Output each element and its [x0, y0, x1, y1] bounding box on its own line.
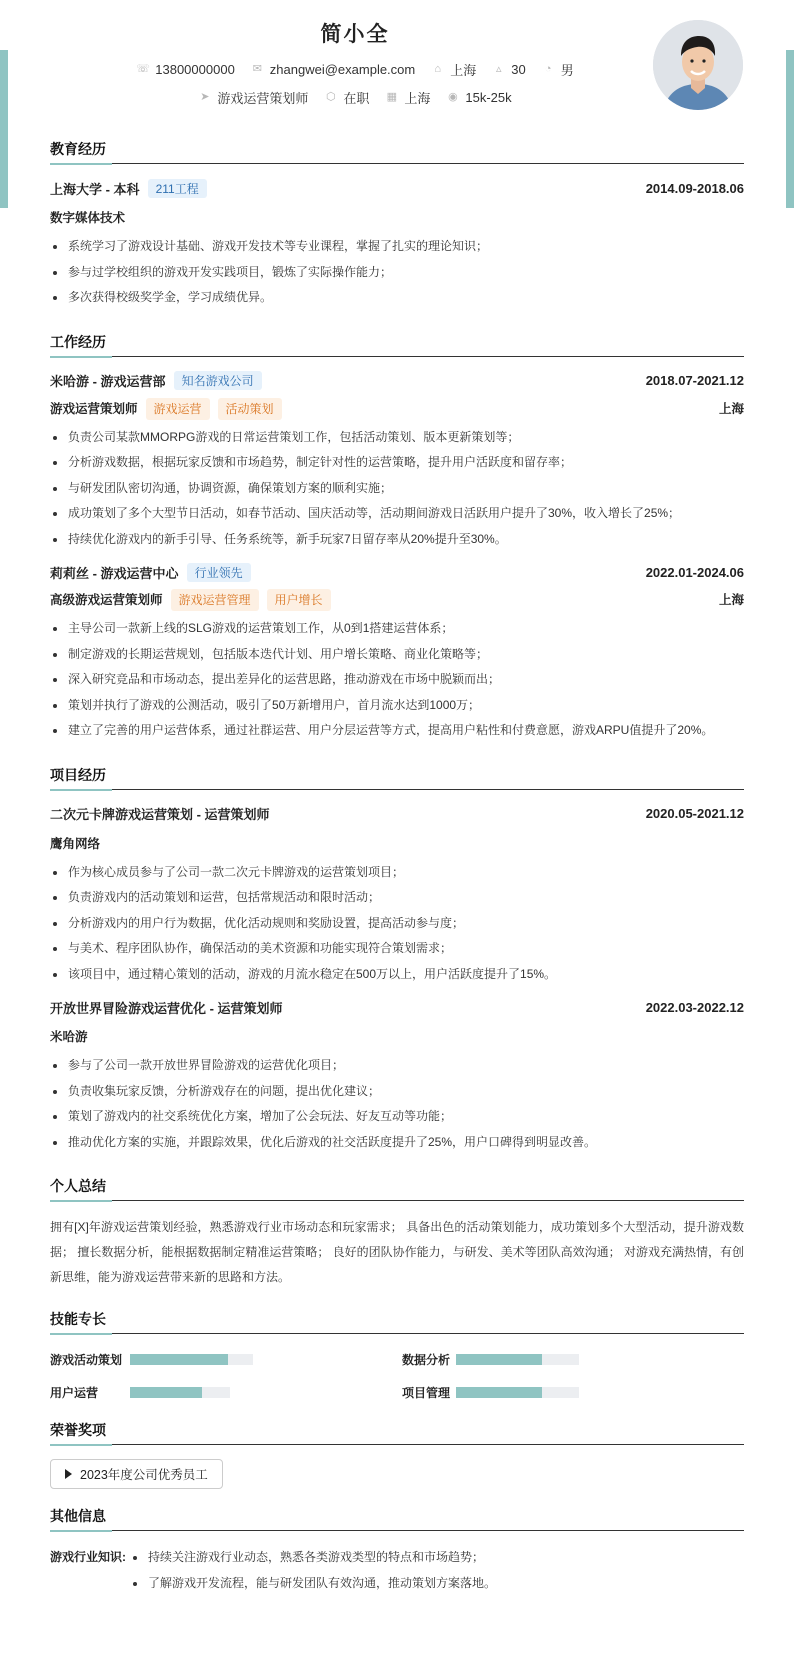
major: [50, 208, 744, 228]
list-item: 分析游戏内的用户行为数据，优化活动规则和奖励设置，提高活动参与度；: [50, 911, 744, 937]
project-bullets: [50, 860, 744, 988]
role-tag: 活动策划: [218, 398, 282, 420]
company-tag: 知名游戏公司: [174, 371, 262, 390]
section-header: [50, 1308, 744, 1334]
school-name: 上海大学 - 本科: [50, 181, 140, 197]
section-header: [50, 331, 744, 357]
education-bullets: [50, 234, 744, 311]
section-title: 教育经历: [50, 141, 106, 157]
mail-icon: ✉: [252, 63, 262, 75]
work-role-row: [50, 590, 744, 610]
company-name: 米哈游 - 游戏运营部: [50, 374, 166, 389]
money-icon: ◉: [448, 91, 458, 103]
cake-icon: ▵: [495, 63, 502, 75]
section-header: [50, 1505, 744, 1531]
list-item: 多次获得校级奖学金，学习成绩优异。: [50, 285, 744, 311]
age-item: [492, 60, 525, 79]
contact-row: [0, 60, 710, 79]
work-bullets: [50, 425, 744, 553]
skill-name: 游戏活动策划: [50, 1352, 123, 1367]
section-title: 荣誉奖项: [50, 1422, 106, 1438]
other-bullets: [130, 1545, 496, 1596]
list-item: 持续优化游戏内的新手引导、任务系统等，新手玩家7日留存率从20%提升至30%。: [50, 527, 744, 553]
phone-value: 13800000000: [155, 62, 235, 77]
company-name: 莉莉丝 - 游戏运营中心: [50, 565, 179, 581]
project-section: [50, 764, 744, 1156]
city-value: 上海: [450, 63, 477, 78]
school-tag: 211工程: [148, 179, 207, 198]
project-bullets: [50, 1053, 744, 1155]
phone-item: [136, 60, 235, 79]
work-role-row: [50, 399, 744, 419]
list-item: 负责收集玩家反馈，分析游戏存在的问题，提出优化建议；: [50, 1079, 744, 1105]
work-location: 上海: [718, 401, 744, 416]
work-date: 2022.01-2024.06: [645, 564, 744, 580]
list-item: 主导公司一款新上线的SLG游戏的运营策划工作，从0到1搭建运营体系；: [50, 616, 744, 642]
list-item: 建立了完善的用户运营体系，通过社群运营、用户分层运营等方式，提高用户粘性和付费意愿，游戏ARPU值提升了20%。: [50, 718, 744, 744]
list-item: 该项目中，通过精心策划的活动，游戏的月流水稳定在500万以上，用户活跃度提升了15%。: [50, 962, 744, 988]
section-header: [50, 138, 744, 164]
job-intent-row: [0, 88, 710, 107]
skill-bar-fill: [130, 1387, 202, 1398]
list-item: 负责游戏内的活动策划和运营，包括常规活动和限时活动；: [50, 885, 744, 911]
award-label: 2023年度公司优秀员工: [80, 1468, 208, 1482]
list-item: 与美术、程序团队协作，确保活动的美术资源和功能实现符合策划需求；: [50, 936, 744, 962]
gender-item: [542, 60, 574, 79]
candidate-name: 简小全: [320, 23, 390, 46]
list-item: 参与了公司一款开放世界冒险游戏的运营优化项目；: [50, 1053, 744, 1079]
skill-name: 项目管理: [402, 1385, 451, 1400]
section-title: 项目经历: [50, 766, 106, 783]
status-value: 在职: [343, 91, 370, 106]
skill-bar: [130, 1354, 253, 1365]
skills-section: [50, 1308, 744, 1403]
phone-icon: ☏: [136, 63, 151, 75]
summary-text: 拥有[X]年游戏运营策划经验，熟悉游戏行业市场动态和玩家需求； 具备出色的活动策划能力，成功策划多个大型活动，提升游戏数据； 擅长数据分析，能根据数据制定精准运营策略； 良好的团队协作能力，与研发、美术等团队高效沟通； 对游戏充满热情，有创新思维，能为游戏运营带来新的思路和方法。: [50, 1220, 745, 1284]
skill-item: [50, 1381, 402, 1403]
list-item: 持续关注游戏行业动态，熟悉各类游戏类型的特点和市场趋势；: [130, 1545, 496, 1571]
job-title: 游戏运营策划师: [50, 401, 138, 416]
target-city-item: [385, 88, 430, 107]
list-item: 深入研究竞品和市场动态，提出差异化的运营思路，推动游戏在市场中脱颖而出；: [50, 667, 744, 693]
other-info: [50, 1545, 744, 1596]
project-org-label: 米哈游: [50, 1030, 88, 1044]
company-tag: 行业领先: [187, 563, 251, 582]
section-title: 其他信息: [50, 1508, 106, 1524]
skill-bar-fill: [130, 1354, 228, 1365]
section-title: 工作经历: [50, 333, 106, 350]
skill-bar: [130, 1387, 230, 1398]
salary-value: 15k-25k: [465, 90, 512, 105]
awards-section: [50, 1419, 744, 1489]
skill-item: [402, 1381, 744, 1403]
skill-bar-fill: [456, 1387, 542, 1398]
project-entry-header: [50, 997, 744, 1017]
avatar-portrait-icon: [653, 20, 743, 110]
skill-name: 用户运营: [50, 1385, 99, 1400]
skill-name: 数据分析: [402, 1352, 451, 1367]
list-item: 策划并执行了游戏的公测活动，吸引了50万新增用户，首月流水达到1000万；: [50, 693, 744, 719]
project-org: [50, 1027, 744, 1047]
role-tag: 游戏运营管理: [171, 589, 259, 611]
building-icon: ▦: [386, 91, 398, 103]
avatar: [653, 20, 743, 110]
send-icon: ➤: [200, 91, 210, 103]
skill-bar: [456, 1387, 579, 1398]
home-icon: ⌂: [434, 63, 442, 75]
status-item: [324, 88, 369, 107]
gender-icon: ◔: [544, 63, 552, 75]
project-entry-header: [50, 804, 744, 824]
list-item: 参与过学校组织的游戏开发实践项目，锻炼了实际操作能力；: [50, 260, 744, 286]
resume-body: [50, 138, 744, 1596]
play-triangle-icon: [65, 1469, 72, 1479]
list-item: 作为核心成员参与了公司一款二次元卡牌游戏的运营策划项目；: [50, 860, 744, 886]
skill-item: [50, 1348, 402, 1370]
city-item: [431, 60, 476, 79]
list-item: 系统学习了游戏设计基础、游戏开发技术等专业课程，掌握了扎实的理论知识；: [50, 234, 744, 260]
work-date: 2018.07-2021.12: [645, 373, 744, 388]
skill-bar-fill: [456, 1354, 542, 1365]
job-title: 高级游戏运营策划师: [50, 593, 163, 607]
work-entry-header: [50, 562, 744, 582]
resume-header: [0, 0, 794, 130]
status-icon: ⬡: [326, 91, 336, 103]
award-item: [50, 1459, 223, 1489]
list-item: 了解游戏开发流程，能与研发团队有效沟通，推动策划方案落地。: [130, 1571, 496, 1597]
list-item: 制定游戏的长期运营规划，包括版本迭代计划、用户增长策略、商业化策略等；: [50, 642, 744, 668]
other-label: 游戏行业知识:: [50, 1550, 126, 1564]
project-org: [50, 834, 744, 854]
education-date: 2014.09-2018.06: [645, 180, 744, 196]
project-name: 二次元卡牌游戏运营策划 - 运营策划师: [50, 807, 270, 822]
section-title: 个人总结: [50, 1178, 106, 1194]
skills-grid: [50, 1348, 744, 1403]
section-title: 技能专长: [50, 1311, 106, 1327]
project-date: 2020.05-2021.12: [645, 806, 744, 821]
email-item: [251, 60, 415, 79]
work-location: 上海: [718, 593, 744, 607]
section-header: [50, 764, 744, 790]
salary-item: [446, 88, 511, 107]
role-tag: 用户增长: [267, 589, 331, 611]
work-bullets: [50, 616, 744, 744]
list-item: 策划了游戏内的社交系统优化方案，增加了公会玩法、好友互动等功能；: [50, 1104, 744, 1130]
email-value: zhangwei@example.com: [269, 62, 416, 77]
summary-section: [50, 1175, 744, 1290]
education-entry-header: [50, 178, 744, 198]
gender-value: 男: [560, 63, 574, 78]
skill-item: [402, 1348, 744, 1370]
list-item: 推动优化方案的实施，并跟踪效果，优化后游戏的社交活跃度提升了25%，用户口碑得到明显改善。: [50, 1130, 744, 1156]
section-header: [50, 1175, 744, 1201]
job-target-value: 游戏运营策划师: [217, 91, 309, 106]
project-org-label: 鹰角网络: [50, 836, 101, 851]
list-item: 与研发团队密切沟通，协调资源，确保策划方案的顺利实施；: [50, 476, 744, 502]
education-section: [50, 138, 744, 311]
list-item: 成功策划了多个大型节日活动，如春节活动、国庆活动等，活动期间游戏日活跃用户提升了30%，收入增长了25%；: [50, 501, 744, 527]
project-date: 2022.03-2022.12: [645, 999, 744, 1015]
list-item: 负责公司某款MMORPG游戏的日常运营策划工作，包括活动策划、版本更新策划等；: [50, 425, 744, 451]
target-city-value: 上海: [404, 91, 431, 106]
major-label: 数字媒体技术: [50, 211, 126, 225]
work-section: [50, 331, 744, 744]
work-entry-header: [50, 371, 744, 391]
list-item: 分析游戏数据，根据玩家反馈和市场趋势，制定针对性的运营策略，提升用户活跃度和留存率；: [50, 450, 744, 476]
section-header: [50, 1419, 744, 1445]
job-target-item: [198, 88, 308, 107]
project-name: 开放世界冒险游戏运营优化 - 运营策划师: [50, 1000, 283, 1016]
other-section: [50, 1505, 744, 1596]
role-tag: 游戏运营: [146, 398, 210, 420]
skill-bar: [456, 1354, 579, 1365]
age-value: 30: [511, 62, 526, 77]
